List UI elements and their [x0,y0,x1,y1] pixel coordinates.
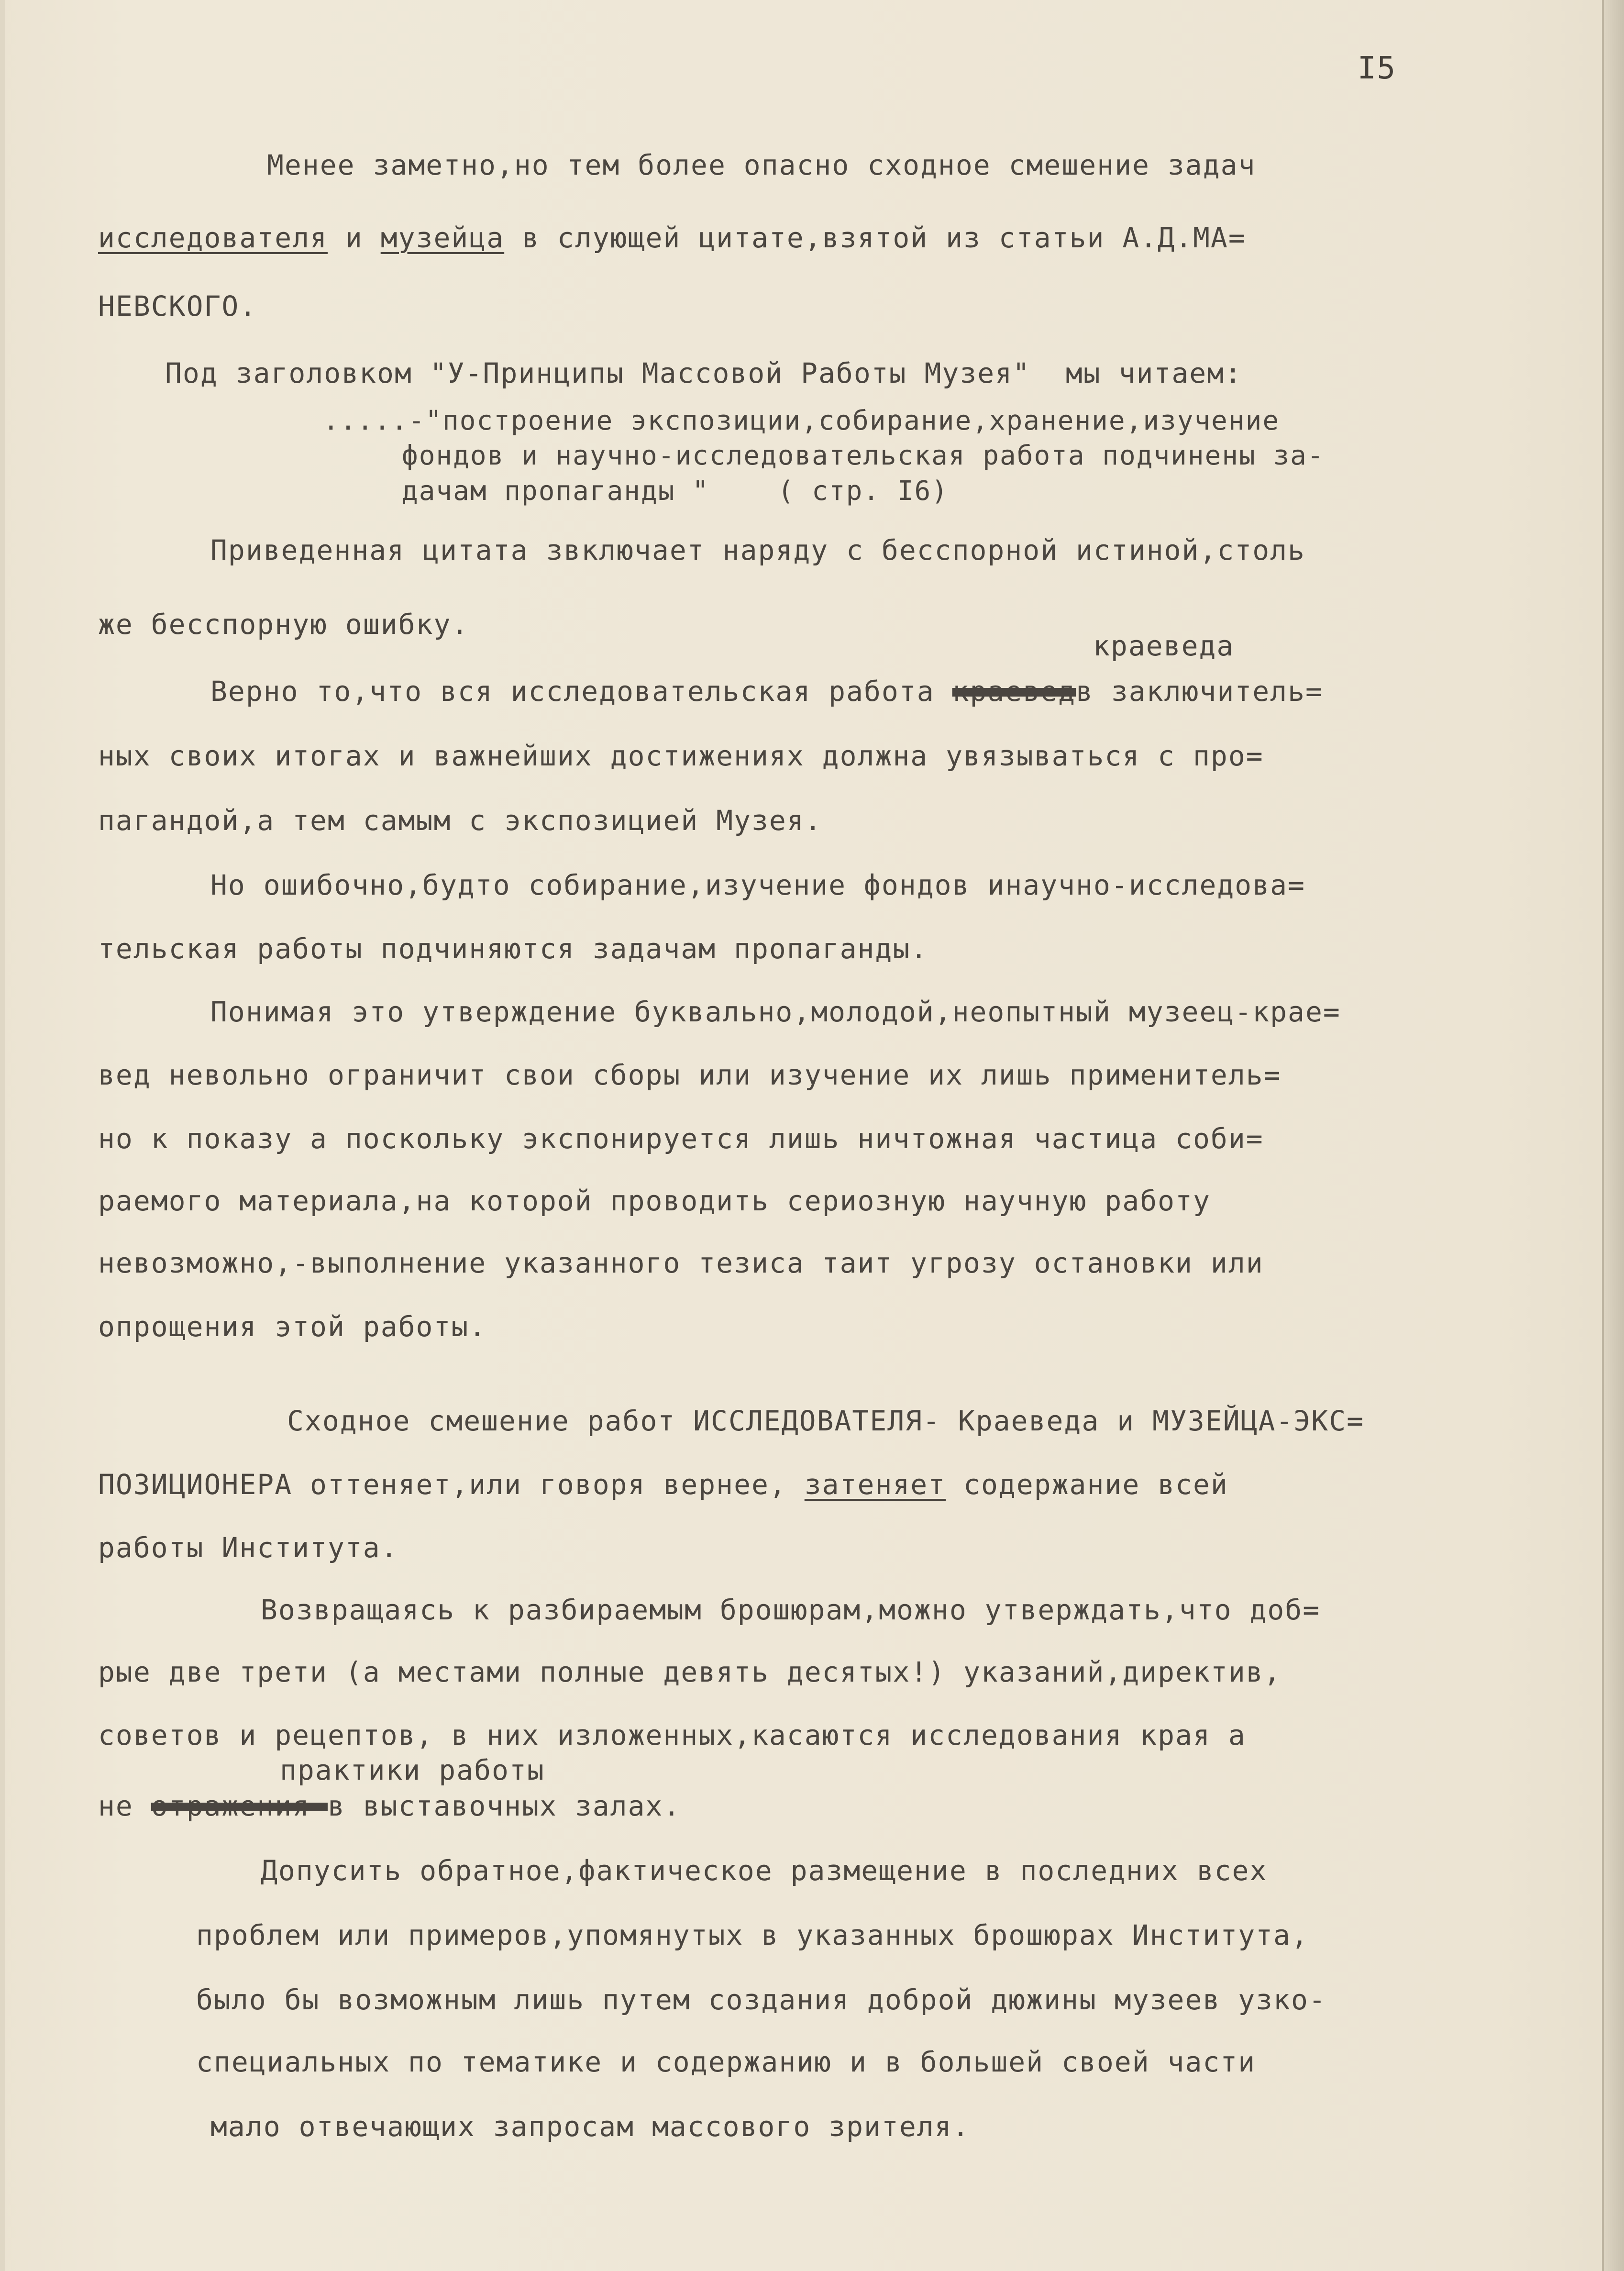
underlined-text: исследователя [98,222,328,254]
text-segment: дачам пропаганды " ( стр. I6) [402,476,949,507]
text-segment: содержание всей [946,1468,1228,1501]
underlined-text: музейца [380,222,505,254]
text-segment: Допусить обратное,фактическое размещение в последних всех [261,1854,1268,1887]
text-line [196,1983,1326,2016]
text-line [210,675,1323,708]
text-line [210,533,1305,567]
text-line [261,1854,1267,1887]
text-line [98,221,1246,255]
text-segment: Менее заметно,но тем более опасно сходное смешение задач [267,149,1256,181]
text-line [98,804,822,837]
text-segment: ных своих итогах и важнейших достижениях должна увязываться с про= [98,740,1264,772]
text-segment: в выставочных залах. [327,1790,681,1822]
text-segment: .....-"построение экспозиции,собирание,хранение,изучение [323,405,1280,436]
text-segment: раемого материала,на которой проводить сериозную научную работу [98,1185,1211,1217]
text-segment: практики работы [280,1754,545,1786]
text-line [98,739,1264,773]
text-line [98,1122,1264,1155]
text-segment: фондов и научно-исследовательская работа подчинены за- [402,440,1325,471]
text-line [210,995,1341,1029]
text-segment: Верно то,что вся исследовательская работа [210,675,952,708]
text-line [261,1593,1320,1627]
text-segment: пагандой,а тем самым с экспозицией Музея. [98,804,822,837]
text-line [98,289,257,323]
text-segment: не [98,1790,151,1822]
text-line [98,608,469,641]
text-line [267,148,1256,182]
text-segment: вед невольно ограничит свои сборы или изучение их лишь применитель= [98,1059,1282,1091]
text-line [98,1655,1282,1689]
text-line [210,2110,970,2143]
text-segment: Понимая это утверждение буквально,молодой,неопытный музеец-крае= [210,996,1341,1028]
text-line [98,1058,1282,1092]
struck-text: краевед [952,675,1076,708]
text-line [98,1184,1211,1218]
text-segment: ПОЗИЦИОНЕРА оттеняет,или говоря вернее, [98,1468,805,1501]
text-segment: Приведенная цитата звключает наряду с бесспорной истиной,столь [210,534,1305,566]
text-line [98,932,928,965]
text-segment: рые две трети (а местами полные девять десятых!) указаний,директив, [98,1656,1282,1688]
page-number: I5 [1358,51,1397,86]
text-segment: в заключитель= [1076,675,1323,708]
text-segment: было бы возможным лишь путем создания доброй дюжины музеев узко- [196,1983,1326,2016]
text-segment: же бесспорную ошибку. [98,608,469,641]
text-line [98,1310,486,1343]
text-segment: Но ошибочно,будто собирание,изучение фондов инаучно-исследова= [210,869,1305,901]
quote-line [402,475,949,508]
text-segment: но к показу а поскольку экспонируется лишь ничтожная частица соби= [98,1122,1264,1155]
quote-line [323,404,1280,438]
text-segment: опрощения этой работы. [98,1310,487,1343]
inserted-phrase [280,1753,545,1787]
text-line [165,356,1242,390]
page-left-edge [0,0,5,2271]
text-line [98,1718,1246,1752]
text-line [98,1468,1228,1501]
text-segment: Сходное смешение работ ИССЛЕДОВАТЕЛЯ- Краеведа и МУЗЕЙЦА-ЭКС= [287,1405,1365,1437]
text-segment: Возвращаясь к разбираемым брошюрам,можно утверждать,что доб= [261,1594,1321,1626]
text-segment: мало отвечающих запросам массового зрителя. [210,2110,970,2143]
page-right-edge [1602,0,1624,2271]
underlined-text: затеняет [804,1468,946,1501]
inserted-word [1093,629,1234,663]
text-segment: тельская работы подчиняются задачам пропаганды. [98,932,928,965]
text-line [210,868,1305,902]
text-segment: проблем или примеров,упомянутых в указанных брошюрах Института, [196,1919,1309,1951]
text-line [196,1918,1309,1952]
text-line [98,1246,1264,1280]
text-segment: в слующей цитате,взятой из статьи А.Д.МА= [504,222,1246,254]
text-line [287,1404,1364,1438]
text-line [98,1789,681,1823]
text-segment: специальных по тематике и содержанию и в большей своей части [196,2046,1256,2078]
text-segment: и [327,222,381,254]
text-segment: советов и рецептов, в них изложенных,касаются исследования края а [98,1719,1246,1751]
text-segment: работы Института. [98,1531,398,1564]
text-line [98,1531,398,1564]
quote-line [402,439,1325,473]
text-segment: краеведа [1093,630,1235,662]
struck-text: отражения [151,1790,328,1822]
text-segment: Под заголовком "У-Принципы Массовой Работы Музея" мы читаем: [165,357,1243,389]
text-line [196,2045,1256,2079]
text-segment: невозможно,-выполнение указанного тезиса таит угрозу остановки или [98,1247,1264,1279]
text-segment: НЕВСКОГО. [98,290,257,322]
